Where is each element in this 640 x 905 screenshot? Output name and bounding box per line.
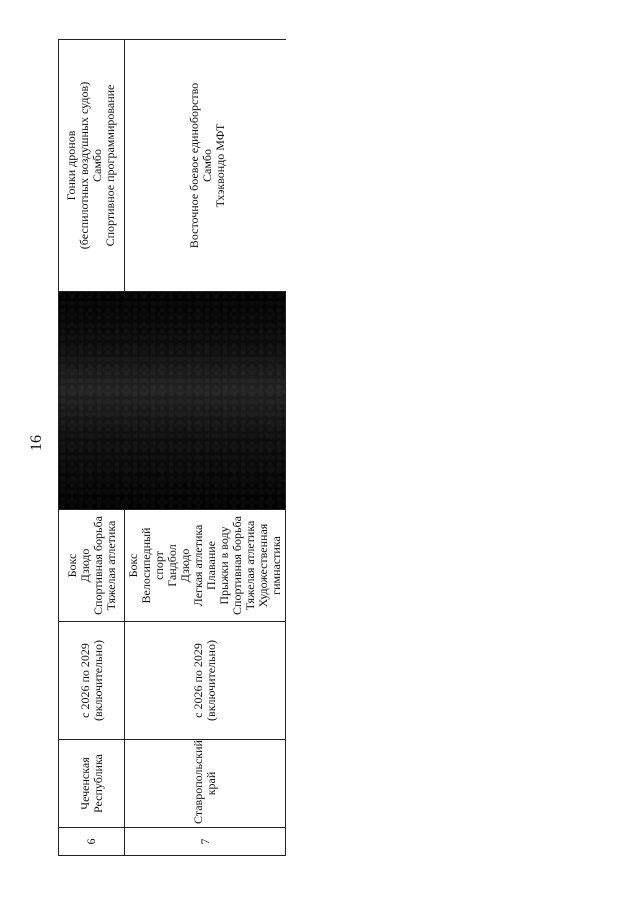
extra-sport-item: (беспилотных воздушных судов) bbox=[77, 81, 91, 250]
period-cell bbox=[59, 622, 125, 740]
period-line: с 2026 по 2029 bbox=[191, 643, 205, 718]
sport-item: Спортивная борьба bbox=[230, 516, 244, 615]
sport-item: Прыжки в воду bbox=[217, 526, 231, 605]
redacted-area bbox=[59, 292, 286, 510]
extra-sport-item: Спортивное программирование bbox=[103, 84, 117, 247]
period-line: с 2026 по 2029 bbox=[77, 643, 92, 718]
extra-sport-item: Гонки дронов bbox=[64, 130, 78, 201]
period-cell bbox=[125, 622, 286, 740]
period-line: (включительно) bbox=[204, 640, 218, 721]
sport-item: Легкая атлетика bbox=[191, 524, 205, 607]
table-row bbox=[59, 40, 125, 856]
sport-item: Художественная гимнастика bbox=[256, 523, 283, 608]
sports-table bbox=[58, 39, 286, 856]
sports-cell bbox=[59, 510, 125, 622]
extra-sports-cell bbox=[125, 40, 286, 292]
region-cell: Ставропольский край bbox=[125, 740, 286, 828]
row-number: 6 bbox=[59, 828, 125, 856]
sport-item: Спортивная борьба bbox=[90, 516, 105, 615]
sports-cell bbox=[125, 510, 286, 622]
extra-sport-item: Самбо bbox=[199, 148, 214, 183]
sport-item: Велосипедный спорт bbox=[139, 527, 166, 604]
extra-sport-item: Самбо bbox=[90, 148, 104, 183]
sport-item: Дзюдо bbox=[178, 548, 192, 583]
page-number: 16 bbox=[28, 435, 45, 451]
sport-item: Тяжелая атлетика bbox=[103, 520, 118, 611]
sport-item: Плавание bbox=[204, 541, 218, 590]
sports-table-rotated bbox=[58, 40, 283, 856]
extra-sport-item: Тхэквондо МФТ bbox=[212, 123, 227, 208]
sports-table-frame bbox=[58, 40, 283, 856]
extra-sport-item: Восточное боевое единоборство bbox=[186, 82, 201, 249]
sport-item: Бокс bbox=[126, 553, 140, 578]
extra-sports-cell bbox=[59, 40, 125, 292]
sport-item: Тяжелая атлетика bbox=[243, 520, 257, 611]
row-number: 7 bbox=[125, 828, 286, 856]
sport-item: Дзюдо bbox=[77, 548, 92, 583]
period-line: (включительно) bbox=[90, 640, 105, 721]
region-cell: Чеченская Республика bbox=[59, 740, 125, 828]
sport-item: Бокс bbox=[64, 553, 79, 578]
redaction-smudge bbox=[59, 292, 285, 509]
sport-item: Гандбол bbox=[165, 544, 179, 587]
